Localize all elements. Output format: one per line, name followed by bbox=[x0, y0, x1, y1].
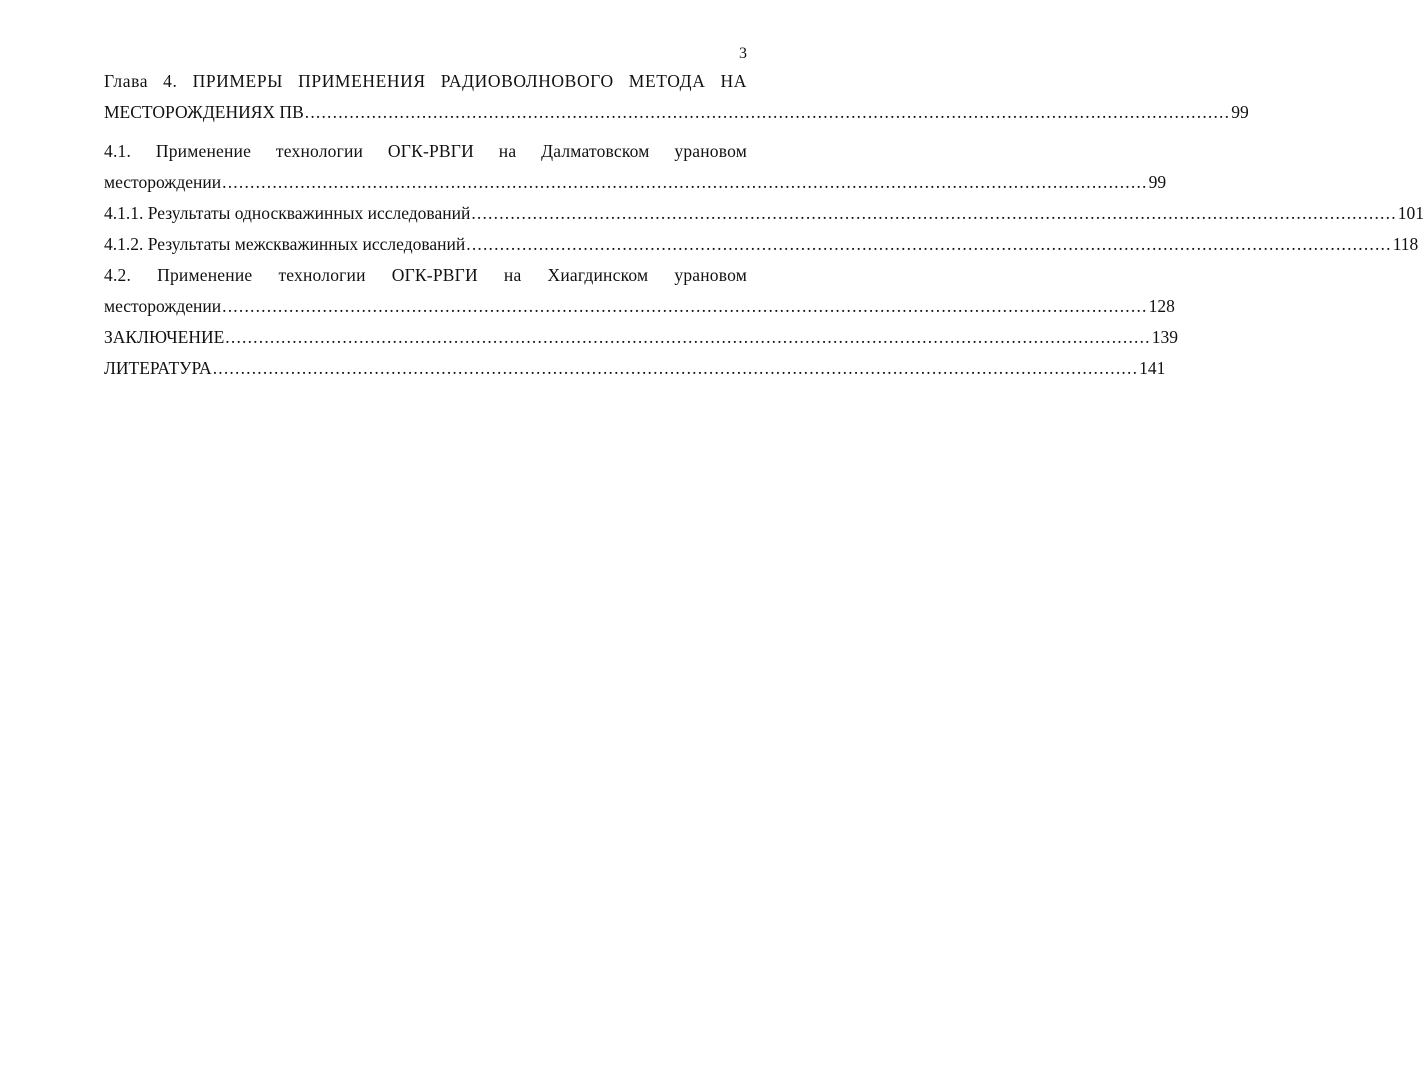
toc-entry-title-continued: МЕСТОРОЖДЕНИЯХ ПВ bbox=[104, 102, 304, 122]
toc-entry-page: 128 bbox=[1148, 296, 1175, 316]
table-of-contents bbox=[104, 66, 1424, 384]
toc-entry-leader-line bbox=[104, 353, 1166, 384]
toc-entry-section-4-1-2 bbox=[104, 229, 1419, 260]
dot-leader: ...................................................................................................................................................................... bbox=[222, 172, 1148, 192]
toc-entry-page: 118 bbox=[1392, 234, 1419, 254]
toc-entry-title: 4.1. Применение технологии ОГК-РВГИ на Далматовском урановом bbox=[104, 141, 747, 161]
toc-entry-page: 141 bbox=[1139, 358, 1166, 378]
toc-entry-leader-line bbox=[104, 198, 1424, 229]
toc-entry-page: 139 bbox=[1151, 327, 1178, 347]
toc-entry-leader-line bbox=[104, 322, 1178, 353]
dot-leader: ...................................................................................................................................................................... bbox=[466, 234, 1392, 254]
toc-entry-page: 101 bbox=[1397, 203, 1424, 223]
dot-leader: ...................................................................................................................................................................... bbox=[222, 296, 1148, 316]
toc-entry-title-continued: месторождении bbox=[104, 172, 222, 192]
toc-entry-leader-line bbox=[104, 97, 1249, 128]
toc-entry-title: 4.1.2. Результаты межскважинных исследований bbox=[104, 234, 466, 254]
toc-entry-leader-line bbox=[104, 291, 1175, 322]
toc-entry-title: ЛИТЕРАТУРА bbox=[104, 358, 212, 378]
toc-entry-section-4-2 bbox=[104, 260, 1175, 322]
dot-leader: ...................................................................................................................................................................... bbox=[225, 327, 1151, 347]
dot-leader: ...................................................................................................................................................................... bbox=[212, 358, 1139, 378]
toc-entry-literature bbox=[104, 353, 1166, 384]
toc-entry-conclusion bbox=[104, 322, 1178, 353]
toc-entry-section-4-1-1 bbox=[104, 198, 1424, 229]
toc-entry-title-continued: месторождении bbox=[104, 296, 222, 316]
dot-leader: ...................................................................................................................................................................... bbox=[471, 203, 1397, 223]
toc-entry-title: 4.2. Применение технологии ОГК-РВГИ на Хиагдинском урановом bbox=[104, 265, 747, 285]
toc-entry-title: ЗАКЛЮЧЕНИЕ bbox=[104, 327, 225, 347]
dot-leader: ...................................................................................................................................................................... bbox=[304, 102, 1231, 122]
toc-entry-title: Глава 4. ПРИМЕРЫ ПРИМЕНЕНИЯ РАДИОВОЛНОВОГО МЕТОДА НА bbox=[104, 71, 747, 91]
toc-entry-leader-line bbox=[104, 167, 1167, 198]
toc-entry-chapter-4 bbox=[104, 66, 1249, 128]
toc-entry-page: 99 bbox=[1148, 172, 1167, 192]
toc-entry-page: 99 bbox=[1231, 102, 1249, 122]
toc-entry-title: 4.1.1. Результаты односкважинных исследований bbox=[104, 203, 471, 223]
toc-entry-leader-line bbox=[104, 229, 1419, 260]
page-number: 3 bbox=[739, 45, 747, 62]
toc-entry-section-4-1 bbox=[104, 136, 1167, 198]
